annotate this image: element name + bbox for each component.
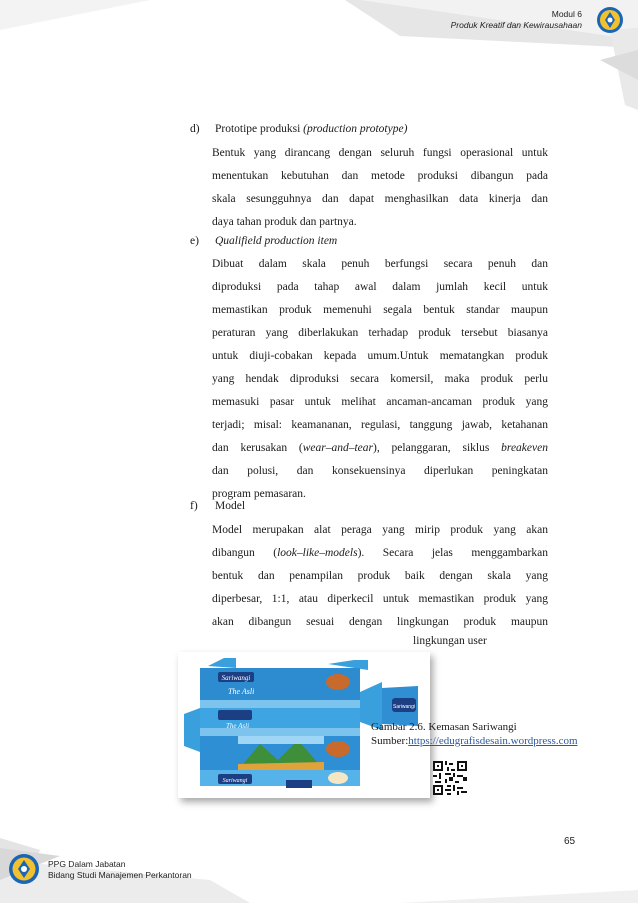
item-f-body: [212, 519, 548, 634]
text-fragment: ), pelanggaran, siklus: [373, 442, 502, 454]
text-line: untuk diuji-cobakan kepada umum.Untuk mematangkan produk: [212, 350, 548, 362]
footer-line-1: PPG Dalam Jabatan: [48, 859, 126, 869]
text-line: memasuki pasar untuk melihat ancaman-ancaman produk yang: [212, 396, 548, 408]
tut-wuri-handayani-logo: [596, 6, 624, 34]
text-line: bentuk dan penampilan produk baik dengan skala yang: [212, 570, 548, 582]
text-fragment: dan kerusakan (: [212, 442, 303, 454]
item-f-marker: f): [190, 500, 198, 512]
page-number: 65: [564, 836, 576, 847]
item-e-marker: e): [190, 235, 199, 247]
text-line: Dibuat dalam skala penuh berfungsi secara penuh dan: [212, 258, 548, 270]
brand-text: Sariwangi: [222, 778, 248, 784]
source-label: Sumber:: [371, 735, 409, 747]
item-e-title-italic: Qualifield production item: [215, 235, 338, 247]
text-line: Bentuk yang dirancang dengan seluruh fungsi operasional untuk: [212, 147, 548, 159]
text-fragment: dibangun (: [212, 547, 278, 559]
text-line: terjadi; misal: keamananan, regulasi, tanggung jawab, ketahanan: [212, 419, 548, 431]
text-line: skala sesungguhnya dan dapat menghasilkan data kinerja dan: [212, 193, 548, 205]
text-fragment-italic: breakeven: [501, 442, 548, 454]
text-fragment: ). Secara jelas menggambarkan: [357, 547, 548, 559]
item-f-title: Model: [215, 500, 246, 512]
module-subtitle: Produk Kreatif dan Kewirausahaan: [450, 20, 582, 30]
qr-code: [433, 761, 467, 795]
item-f-tail: lingkungan user: [413, 635, 487, 647]
product-text: The Asli: [226, 722, 250, 730]
text-line: diperbesar, 1:1, atau diperkecil untuk memastikan produk yang: [212, 593, 548, 605]
caption-source: [371, 734, 581, 748]
item-d-body: [212, 142, 548, 234]
item-d-title-italic: (production prototype): [303, 123, 408, 135]
footer-line-2: Bidang Studi Manajemen Perkantoran: [48, 870, 192, 880]
item-e-heading: [190, 235, 337, 247]
text-line-wear-and-tear: [212, 437, 548, 460]
text-line: diproduksi pada tahap awal dalam jumlah kecil untuk: [212, 281, 548, 293]
text-line: yang hendak diproduksi secara komersil, maka produk perlu: [212, 373, 548, 385]
item-d-heading: [190, 123, 407, 135]
module-label: Modul 6: [551, 9, 582, 19]
brand-text: Sariwangi: [393, 704, 415, 710]
caption-title: Gambar 2.6. Kemasan Sariwangi: [371, 721, 517, 733]
item-d-marker: d): [190, 123, 200, 135]
source-link[interactable]: https://edugrafisdesain.wordpress.com: [408, 735, 578, 747]
text-line: program pemasaran.: [212, 488, 306, 500]
text-line: Model merupakan alat peraga yang mirip produk yang akan: [212, 524, 548, 536]
brand-text: Sariwangi: [221, 674, 251, 682]
item-d-title: Prototipe produksi: [215, 123, 304, 135]
tut-wuri-handayani-logo: [8, 853, 40, 885]
text-line: akan dibangun sesuai dengan lingkungan produk maupun: [212, 616, 548, 628]
text-fragment-italic: look–like–models: [277, 547, 358, 559]
header-text: [451, 9, 582, 31]
text-line-look-like-models: [212, 542, 548, 565]
text-line: menentukan kebutuhan dan metode produksi dibangun pada: [212, 170, 548, 182]
text-line: dan polusi, dan konsekuensinya diperlukan peningkatan: [212, 465, 548, 477]
footer-text: [48, 859, 192, 881]
product-text: The Asli: [228, 687, 255, 696]
figure-caption: [371, 720, 581, 748]
text-line: peraturan yang diberlakukan terhadap produk tersebut biasanya: [212, 327, 548, 339]
item-e-body: [212, 253, 548, 506]
item-f-heading: [190, 500, 245, 512]
text-line: daya tahan produk dan partnya.: [212, 216, 357, 228]
text-line: memastikan produk memenuhi segala bentuk standar maupun: [212, 304, 548, 316]
text-fragment-italic: wear–and–tear: [302, 442, 374, 454]
